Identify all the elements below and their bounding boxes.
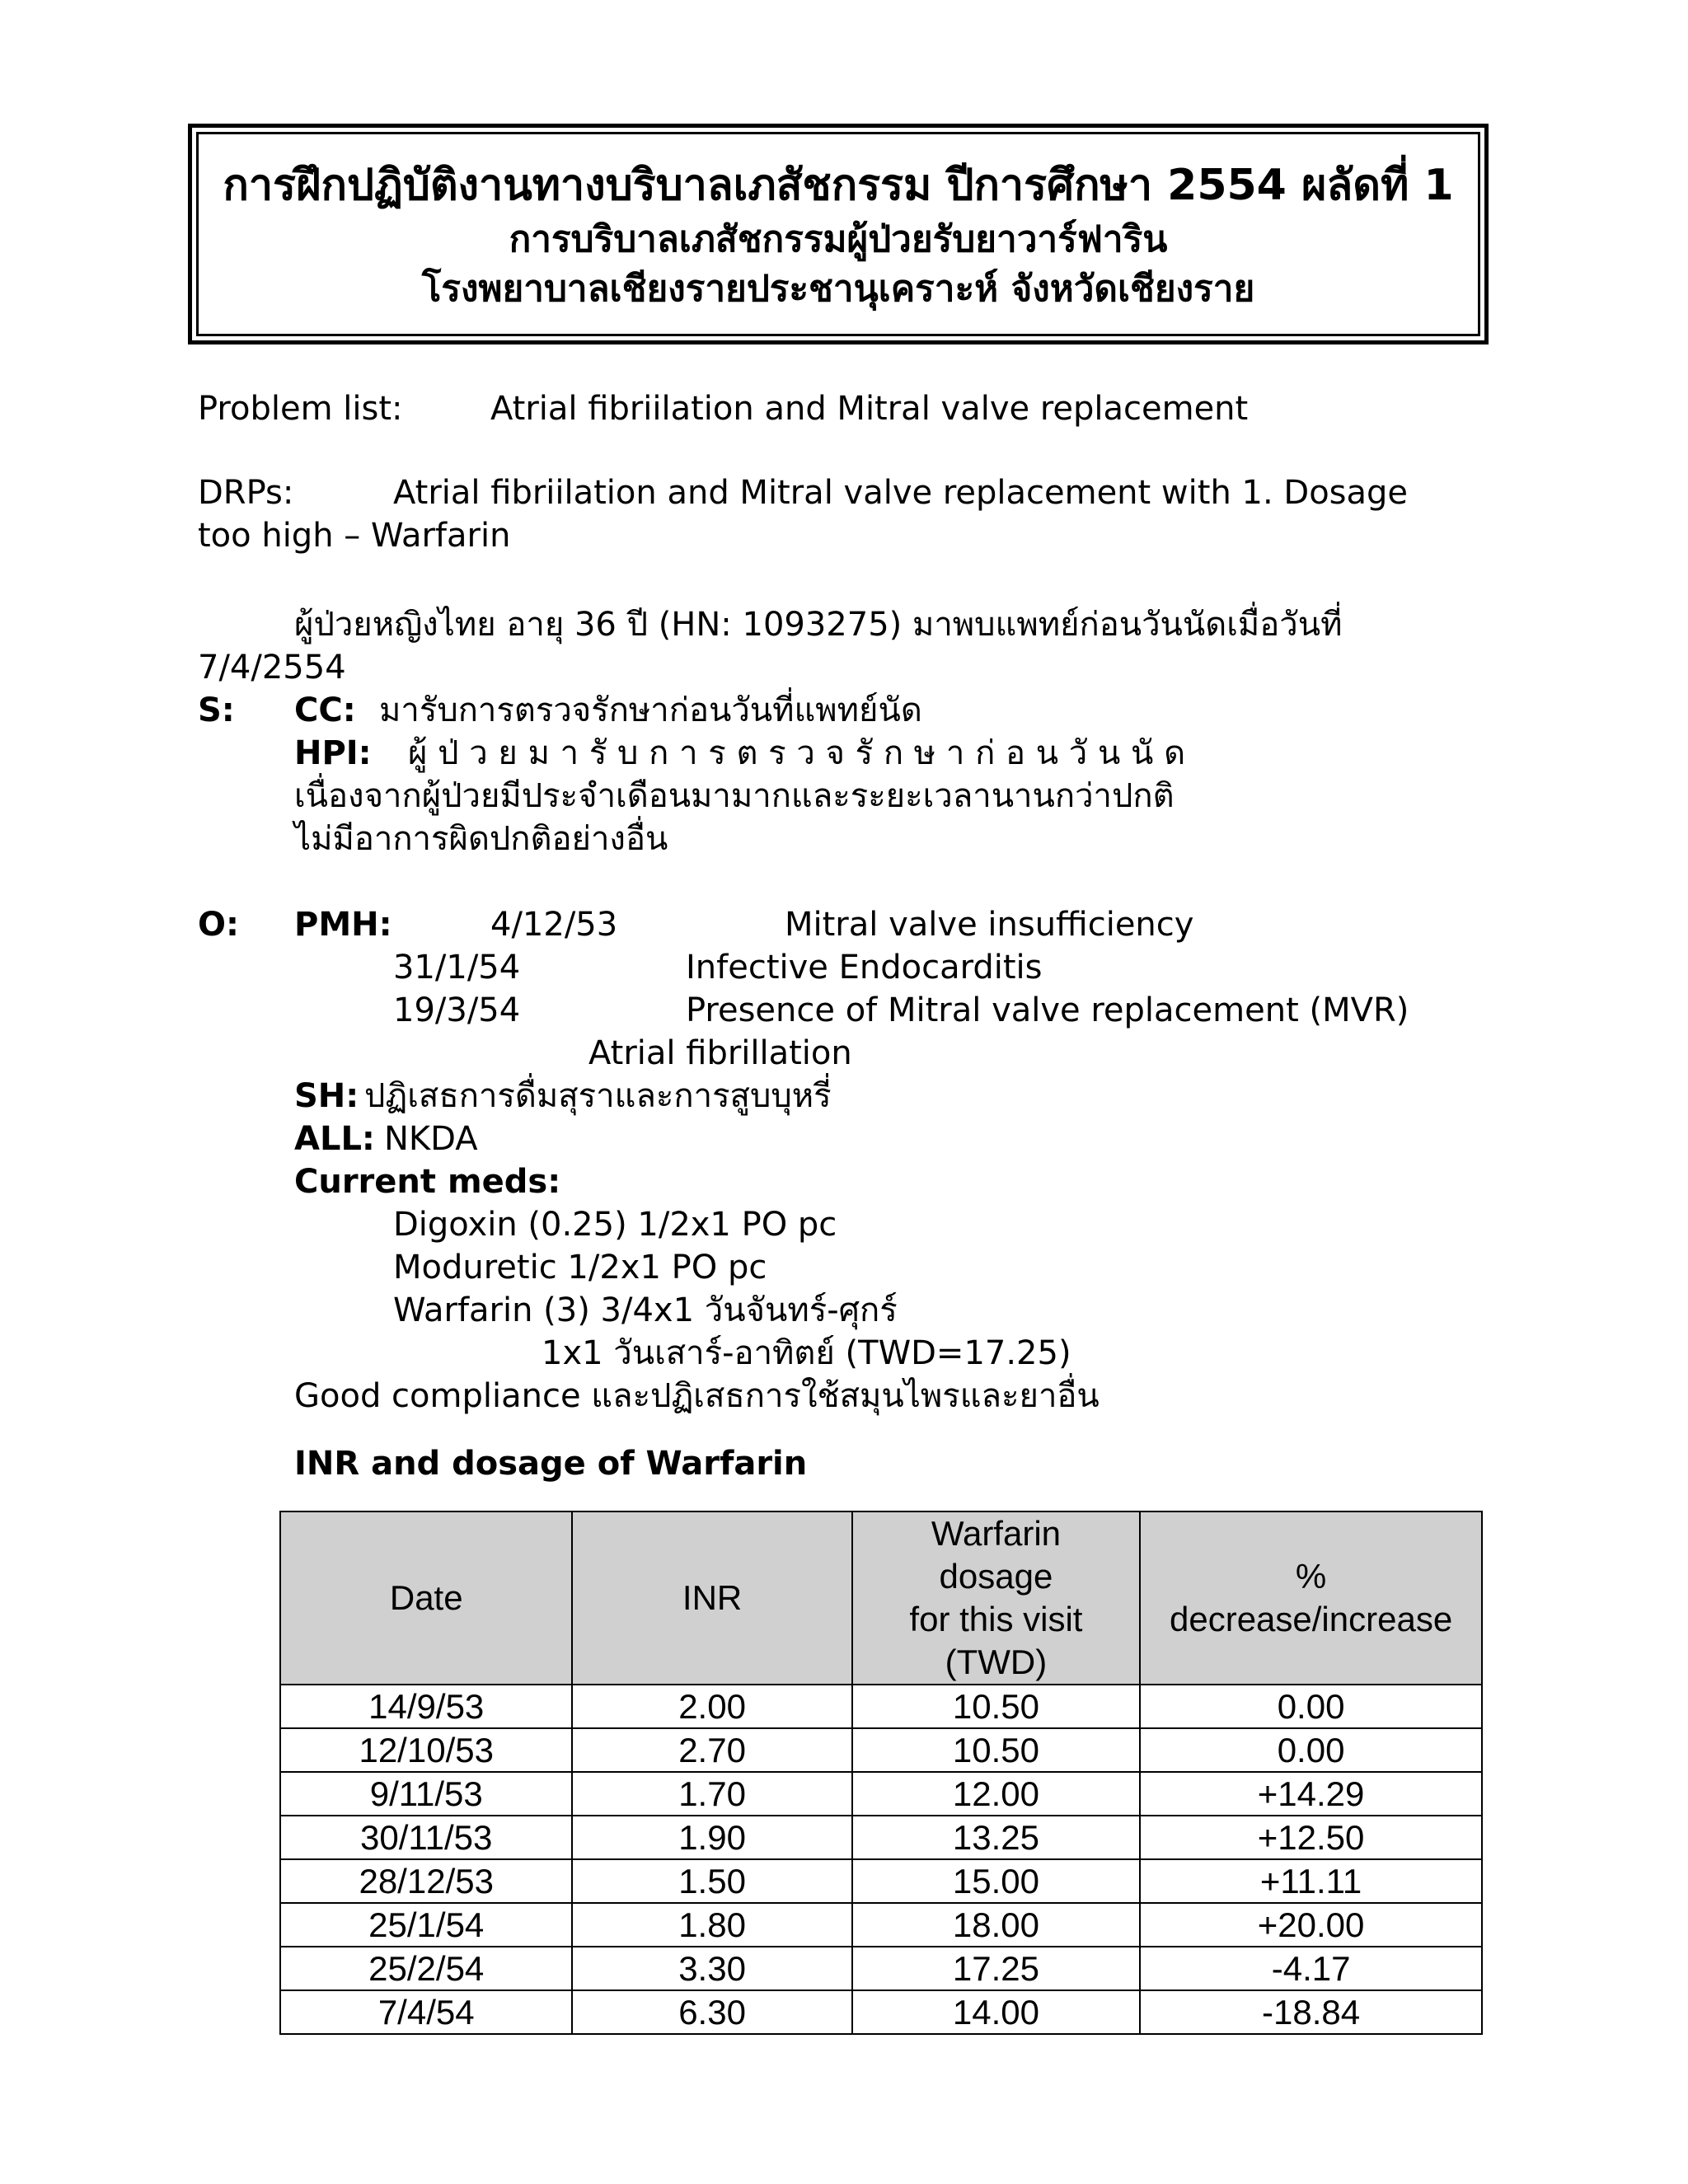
- cell-inr: 2.70: [572, 1728, 851, 1772]
- cc-text: มารับการตรวจรักษาก่อนวันที่แพทย์นัด: [379, 691, 922, 729]
- cell-inr: 3.30: [572, 1947, 851, 1990]
- cell-dosage: 12.00: [852, 1772, 1140, 1816]
- drps-text-line2: too high – Warfarin: [198, 517, 511, 555]
- cell-date: 25/2/54: [280, 1947, 572, 1990]
- pmh-date: 4/12/53: [490, 906, 618, 944]
- objective-label: O:: [198, 906, 239, 944]
- cell-inr: 1.80: [572, 1903, 851, 1947]
- pmh-label: PMH:: [294, 906, 392, 944]
- cell-percent: 0.00: [1140, 1728, 1482, 1772]
- pmh-condition: Mitral valve insufficiency: [785, 906, 1194, 944]
- cell-date: 7/4/54: [280, 1990, 572, 2034]
- cell-percent: +20.00: [1140, 1903, 1482, 1947]
- cell-date: 14/9/53: [280, 1685, 572, 1728]
- cell-percent: +14.29: [1140, 1772, 1482, 1816]
- pmh-date: 31/1/54: [393, 949, 521, 987]
- table-row: [280, 1772, 1482, 1816]
- hpi-text-line2: เนื่องจากผู้ป่วยมีประจำเดือนมามากและระยะเวลานานกว่าปกติ: [294, 777, 1175, 815]
- cell-dosage: 18.00: [852, 1903, 1140, 1947]
- cell-date: 28/12/53: [280, 1859, 572, 1903]
- cell-dosage: 14.00: [852, 1990, 1140, 2034]
- cell-inr: 6.30: [572, 1990, 851, 2034]
- cell-percent: -4.17: [1140, 1947, 1482, 1990]
- drps-label: DRPs:: [198, 474, 294, 512]
- column-header-dosage: Warfarin dosage for this visit (TWD): [852, 1511, 1140, 1685]
- drps-text-line1: Atrial fibriilation and Mitral valve replacement with 1. Dosage: [393, 474, 1409, 512]
- cell-date: 9/11/53: [280, 1772, 572, 1816]
- hpi-text-line3: ไม่มีอาการผิดปกติอย่างอื่น: [294, 820, 668, 858]
- current-meds-label: Current meds:: [294, 1163, 561, 1201]
- table-row: [280, 1903, 1482, 1947]
- sh-text: ปฏิเสธการดื่มสุราและการสูบบุหรี่: [364, 1077, 832, 1115]
- subjective-label: S:: [198, 691, 235, 729]
- med-item: Digoxin (0.25) 1/2x1 PO pc: [393, 1206, 837, 1244]
- inr-table: [279, 1511, 1483, 2035]
- med-item: Moduretic 1/2x1 PO pc: [393, 1249, 767, 1286]
- cell-inr: 1.50: [572, 1859, 851, 1903]
- patient-intro-line1: ผู้ป่วยหญิงไทย อายุ 36 ปี (HN: 1093275) มาพบแพทย์ก่อนวันนัดเมื่อวันที่: [294, 606, 1343, 644]
- cell-inr: 1.70: [572, 1772, 851, 1816]
- table-title: INR and dosage of Warfarin: [294, 1445, 808, 1483]
- sh-label: SH:: [294, 1077, 359, 1115]
- allergy-label: ALL:: [294, 1120, 375, 1158]
- cell-dosage: 13.25: [852, 1816, 1140, 1859]
- header-subtitle: การบริบาลเภสัชกรรมผู้ป่วยรับยาวาร์ฟาริน: [509, 218, 1168, 260]
- cell-percent: +12.50: [1140, 1816, 1482, 1859]
- cell-inr: 1.90: [572, 1816, 851, 1859]
- header-title: การฝึกปฏิบัติงานทางบริบาลเภสัชกรรม ปีการศึกษา 2554 ผลัดที่ 1: [223, 161, 1454, 210]
- cell-percent: -18.84: [1140, 1990, 1482, 2034]
- hpi-label: HPI:: [294, 734, 372, 772]
- cell-dosage: 10.50: [852, 1728, 1140, 1772]
- header-hospital: โรงพยาบาลเชียงรายประชานุเคราะห์ จังหวัดเชียงราย: [421, 268, 1255, 310]
- cell-date: 12/10/53: [280, 1728, 572, 1772]
- patient-intro-line2: 7/4/2554: [198, 649, 346, 687]
- column-header-percent-change: % decrease/increase: [1140, 1511, 1482, 1685]
- pmh-condition: Infective Endocarditis: [686, 949, 1043, 987]
- table-row: [280, 1728, 1482, 1772]
- table-row: [280, 1990, 1482, 2034]
- table-row: [280, 1859, 1482, 1903]
- pmh-date: 19/3/54: [393, 991, 521, 1029]
- cell-dosage: 17.25: [852, 1947, 1140, 1990]
- problem-list-text: Atrial fibriilation and Mitral valve replacement: [490, 390, 1249, 428]
- table-row: [280, 1816, 1482, 1859]
- column-header-date: Date: [280, 1511, 572, 1685]
- cc-label: CC:: [294, 691, 356, 729]
- cell-percent: +11.11: [1140, 1859, 1482, 1903]
- med-item-continuation: 1x1 วันเสาร์-อาทิตย์ (TWD=17.25): [542, 1334, 1071, 1372]
- cell-dosage: 10.50: [852, 1685, 1140, 1728]
- allergy-text: NKDA: [384, 1120, 478, 1158]
- cell-percent: 0.00: [1140, 1685, 1482, 1728]
- compliance-text: Good compliance และปฏิเสธการใช้สมุนไพรและยาอื่น: [294, 1377, 1100, 1415]
- cell-inr: 2.00: [572, 1685, 851, 1728]
- problem-list-label: Problem list:: [198, 390, 403, 428]
- header-box: [196, 132, 1480, 336]
- column-header-inr: INR: [572, 1511, 851, 1685]
- cell-date: 30/11/53: [280, 1816, 572, 1859]
- med-item: Warfarin (3) 3/4x1 วันจันทร์-ศุกร์: [393, 1291, 898, 1329]
- pmh-condition: Presence of Mitral valve replacement (MVR): [686, 991, 1409, 1029]
- table-row: [280, 1947, 1482, 1990]
- hpi-text-line1: ผู้ ป่ ว ย ม า รั บ ก า ร ต ร ว จ รั ก ษ า ก่ อ น วั น นั ด: [408, 734, 1186, 772]
- pmh-extra-condition: Atrial fibrillation: [588, 1034, 852, 1072]
- table-header-row: [280, 1511, 1482, 1685]
- table-row: [280, 1685, 1482, 1728]
- cell-date: 25/1/54: [280, 1903, 572, 1947]
- cell-dosage: 15.00: [852, 1859, 1140, 1903]
